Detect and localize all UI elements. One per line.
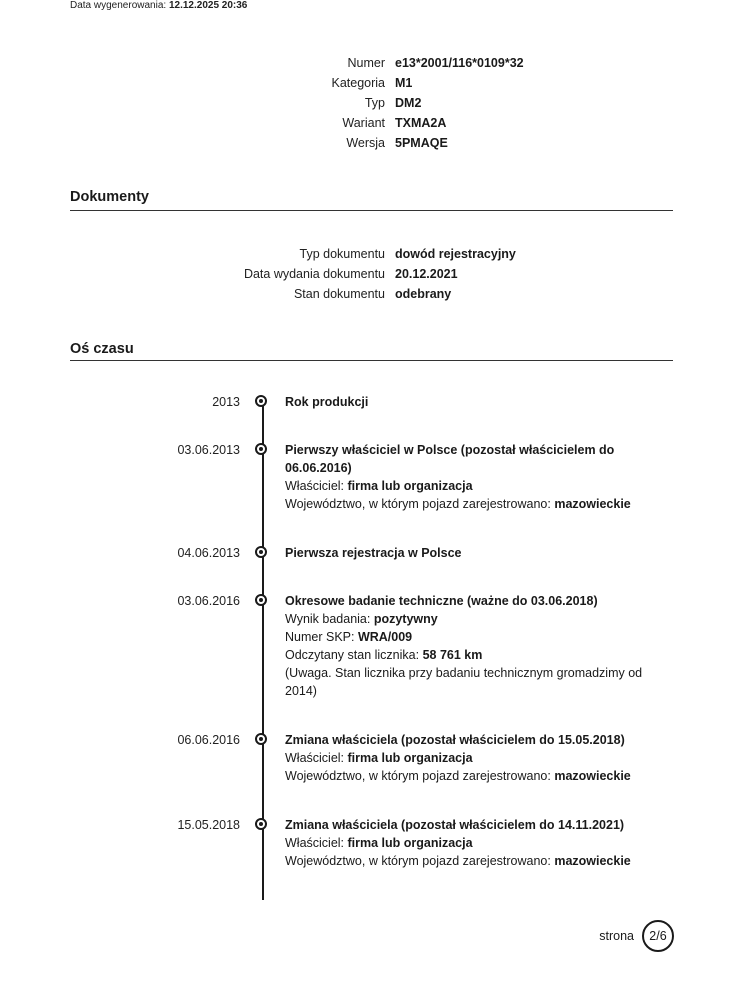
vehicle-value: TXMA2A [395, 116, 447, 130]
timeline-divider [70, 360, 673, 361]
detail-value: firma lub organizacja [347, 751, 473, 765]
event-date: 03.06.2016 [177, 594, 240, 608]
detail-label: Województwo, w którym pojazd zarejestrowano: [285, 769, 555, 783]
event-date: 06.06.2016 [177, 733, 240, 747]
generated-value: 12.12.2025 20:36 [168, 0, 248, 11]
event-title: Pierwszy właściciel w Polsce (pozostał właścicielem do 06.06.2016) [285, 443, 615, 475]
document-row-issue-date [0, 264, 458, 284]
documents-title: Dokumenty [70, 189, 149, 205]
event-date: 15.05.2018 [177, 818, 240, 832]
event-detail [285, 852, 655, 870]
vehicle-row-version [0, 133, 448, 153]
vehicle-row-type [0, 93, 422, 113]
vehicle-row-number [0, 53, 524, 73]
page-number: 2/6 [642, 920, 674, 952]
event-title: Zmiana właściciela (pozostał właścicielem do 15.05.2018) [285, 733, 625, 747]
vehicle-label: Wersja [346, 136, 385, 150]
event-note: (Uwaga. Stan licznika przy badaniu technicznym gromadzimy od 2014) [285, 666, 643, 698]
event-detail [285, 767, 655, 785]
event-detail [285, 749, 655, 767]
document-label: Stan dokumentu [293, 287, 385, 301]
event-date: 03.06.2013 [177, 443, 240, 457]
timeline-title: Oś czasu [70, 341, 134, 357]
event-body [285, 816, 655, 870]
event-title: Okresowe badanie techniczne (ważne do 03.06.2018) [285, 594, 598, 608]
vehicle-label: Numer [347, 56, 385, 70]
vehicle-label: Typ [364, 96, 385, 110]
document-value: odebrany [395, 287, 452, 301]
documents-info [0, 244, 516, 304]
event-body [285, 731, 655, 785]
vehicle-value: M1 [395, 76, 413, 90]
generated-timestamp [70, 0, 247, 11]
detail-value: WRA/009 [357, 630, 413, 644]
vehicle-row-category [0, 73, 413, 93]
vehicle-label: Kategoria [331, 76, 385, 90]
vehicle-value: 5PMAQE [395, 136, 448, 150]
detail-value: mazowieckie [554, 769, 631, 783]
detail-label: Właściciel: [285, 479, 348, 493]
detail-value: firma lub organizacja [347, 479, 473, 493]
timeline-dot-icon [255, 546, 267, 558]
timeline-dot-icon [255, 443, 267, 455]
event-body [285, 393, 655, 411]
event-detail [285, 495, 655, 513]
timeline-dot-icon [255, 818, 267, 830]
event-date: 04.06.2013 [177, 546, 240, 560]
vehicle-label: Wariant [342, 116, 385, 130]
document-row-type [0, 244, 516, 264]
event-detail [285, 834, 655, 852]
event-body [285, 592, 655, 700]
detail-label: Wynik badania: [285, 612, 374, 626]
event-detail [285, 610, 655, 628]
vehicle-row-variant [0, 113, 447, 133]
vehicle-info [0, 53, 524, 153]
timeline-dot-icon [255, 395, 267, 407]
detail-value: pozytywny [373, 612, 438, 626]
detail-label: Odczytany stan licznika: [285, 648, 423, 662]
documents-divider [70, 210, 673, 211]
document-row-status [0, 284, 452, 304]
detail-label: Właściciel: [285, 836, 348, 850]
detail-value: mazowieckie [554, 497, 631, 511]
timeline-dot-icon [255, 733, 267, 745]
document-value: 20.12.2021 [395, 267, 458, 281]
vehicle-value: e13*2001/116*0109*32 [395, 56, 524, 70]
page-footer [599, 920, 674, 952]
detail-value: firma lub organizacja [347, 836, 473, 850]
page-label: strona [599, 929, 634, 943]
event-detail [285, 628, 655, 646]
event-detail [285, 477, 655, 495]
document-value: dowód rejestracyjny [395, 247, 516, 261]
generated-label: Data wygenerowania: [70, 0, 167, 11]
detail-label: Województwo, w którym pojazd zarejestrowano: [285, 497, 555, 511]
event-date: 2013 [212, 395, 240, 409]
event-detail [285, 646, 655, 664]
event-title: Zmiana właściciela (pozostał właścicielem do 14.11.2021) [285, 818, 625, 832]
document-label: Data wydania dokumentu [243, 267, 385, 281]
document-label: Typ dokumentu [299, 247, 385, 261]
detail-label: Województwo, w którym pojazd zarejestrowano: [285, 854, 555, 868]
detail-value: 58 761 km [422, 648, 483, 662]
event-title: Pierwsza rejestracja w Polsce [285, 546, 462, 560]
timeline-dot-icon [255, 594, 267, 606]
detail-value: mazowieckie [554, 854, 631, 868]
detail-label: Właściciel: [285, 751, 348, 765]
event-body [285, 441, 655, 513]
detail-label: Numer SKP: [285, 630, 358, 644]
event-title: Rok produkcji [285, 395, 369, 409]
event-body [285, 544, 655, 562]
vehicle-value: DM2 [395, 96, 422, 110]
